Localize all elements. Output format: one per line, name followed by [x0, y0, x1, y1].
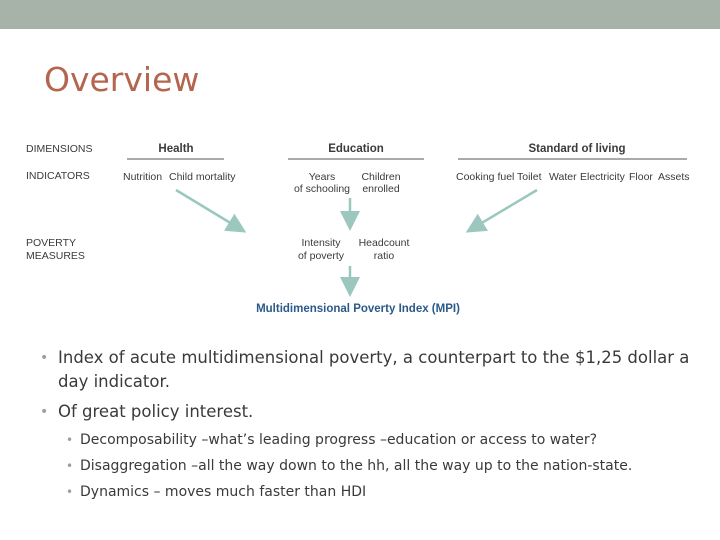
- bullet-text: Index of acute multidimensional poverty, a counterpart to the $1,25 dollar a day indicator.: [58, 348, 690, 391]
- indicator-toilet: Toilet: [517, 171, 542, 183]
- indicator-assets: Assets: [658, 171, 690, 183]
- indicator-floor: Floor: [629, 171, 653, 183]
- dimension-health: Health: [158, 143, 194, 155]
- dimension-living: Standard of living: [528, 143, 626, 155]
- sub-bullet-item: [30, 482, 700, 502]
- measure-ratio: ratio: [373, 250, 395, 262]
- bullet-list: [30, 346, 700, 508]
- label-dimensions: DIMENSIONS: [26, 143, 93, 155]
- label-poverty: POVERTY: [26, 237, 76, 249]
- bullet-icon: •: [66, 459, 74, 473]
- sub-bullet-text: Disaggregation –all the way down to the hh, all the way up to the nation-state.: [80, 458, 633, 474]
- indicator-electricity: Electricity: [580, 171, 625, 183]
- sub-bullet-text: Decomposability –what’s leading progress –education or access to water?: [80, 432, 598, 448]
- bullet-item: [30, 346, 700, 394]
- sub-bullet-text: Dynamics – moves much faster than HDI: [80, 484, 367, 500]
- sub-bullet-item: [30, 430, 700, 450]
- indicator-children: Children: [361, 171, 401, 183]
- bullet-icon: •: [40, 404, 49, 420]
- indicator-years: Years: [308, 171, 336, 183]
- indicator-nutrition: Nutrition: [123, 171, 163, 183]
- indicator-child-mortality: Child mortality: [169, 171, 236, 183]
- label-indicators: INDICATORS: [26, 170, 90, 182]
- arrow-living: [470, 190, 537, 230]
- bullet-text: Of great policy interest.: [58, 402, 254, 421]
- arrow-health: [176, 190, 242, 230]
- measure-headcount: Headcount: [358, 237, 410, 249]
- indicator-schooling: of schooling: [293, 183, 351, 195]
- measure-intensity: Intensity: [301, 237, 341, 249]
- dimension-education: Education: [328, 143, 384, 155]
- indicator-water: Water: [549, 171, 577, 183]
- indicator-cooking-fuel: Cooking fuel: [456, 171, 515, 183]
- sub-bullet-item: [30, 456, 700, 476]
- slide-title: Overview: [44, 60, 200, 99]
- measure-of-poverty: of poverty: [297, 250, 345, 262]
- label-measures: MEASURES: [26, 250, 85, 262]
- bullet-item: [30, 400, 700, 424]
- indicator-enrolled: enrolled: [362, 183, 400, 195]
- bullet-icon: •: [66, 433, 74, 447]
- bullet-icon: •: [66, 485, 74, 499]
- bullet-icon: •: [40, 350, 49, 366]
- mpi-label: Multidimensional Poverty Index (MPI): [256, 303, 460, 315]
